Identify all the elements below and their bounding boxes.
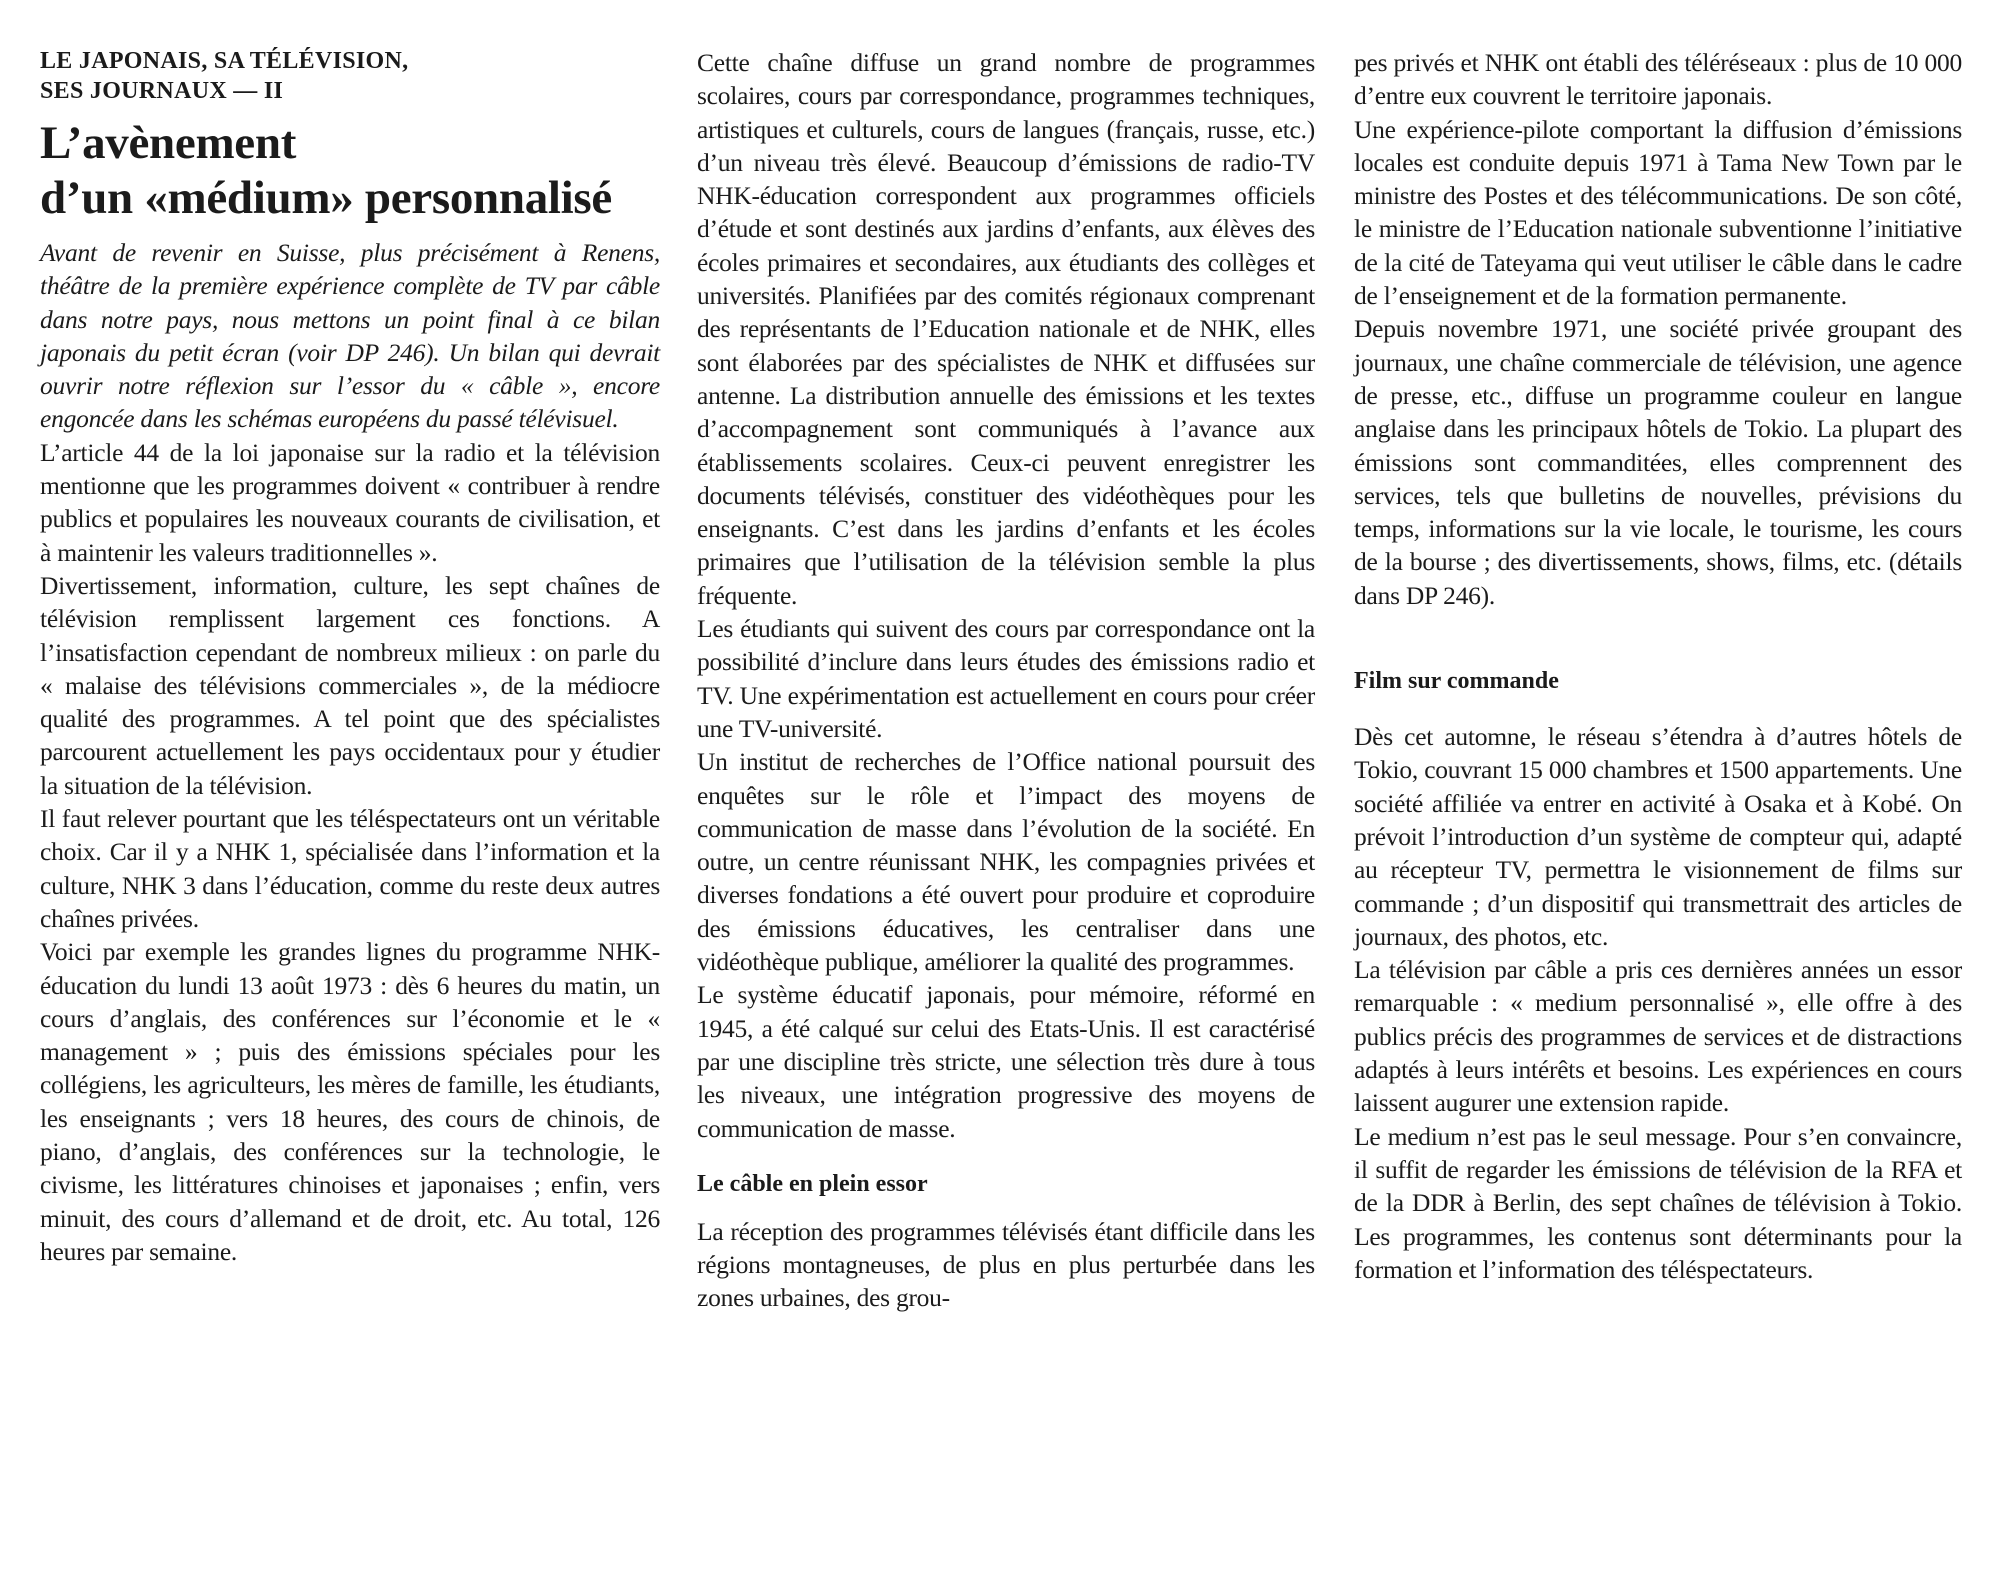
headline-line: L’avènement (40, 117, 297, 169)
column-3 (1354, 46, 1962, 1286)
paragraph: Les étudiants qui suivent des cours par correspondance ont la possibilité d’inclure dans leurs études des émissions radio et TV. Une expérimentation est actuellement en cours pour créer une TV-université. (697, 614, 1315, 743)
paragraph: La télévision par câble a pris ces dernières années un essor remarquable : « medium personnalisé », elle offre à des publics précis des programmes de services et de distractions adaptés à leurs intérêts et besoins. Les expériences en cours laissent augurer une extension rapide. (1354, 955, 1962, 1118)
paragraph: Le système éducatif japonais, pour mémoire, réformé en 1945, a été calqué sur celui des Etats-Unis. Il est caractérisé par une discipline très stricte, une sélection très dure à tous les niveaux, une intégration progressive des moyens de communication de masse. (697, 980, 1315, 1143)
series-kicker (40, 46, 660, 106)
section-gap (1354, 696, 1962, 720)
section-gap (697, 1145, 1315, 1169)
paragraph: pes privés et NHK ont établi des téléréseaux : plus de 10 000 d’entre eux couvrent le territoire japonais. (1354, 48, 1962, 111)
subheading-cable: Le câble en plein essor (697, 1170, 928, 1197)
paragraph: Divertissement, information, culture, les sept chaînes de télévision remplissent largement ces fonctions. A l’insatisfaction cependant de nombreux milieux : on parle du « malaise des télévisions commerciales », de la médiocre qualité des programmes. A tel point que des spécialistes parcourent actuellement les pays occidentaux pour y étudier la situation de la télévision. (40, 570, 660, 800)
paragraph: Le medium n’est pas le seul message. Pour s’en convaincre, il suffit de regarder les émissions de télévision de la RFA et de la DDR à Berlin, des sept chaînes de télévision à Tokio. Les programmes, les contenus sont déterminants pour la formation et l’information des téléspectateurs. (1354, 1121, 1962, 1284)
article-intro: Avant de revenir en Suisse, plus précisément à Renens, théâtre de la première expérience complète de TV par câble dans notre pays, nous mettons un point final à ce bilan japonais du petit écran (voir DP 246). Un bilan qui devrait ouvrir notre réflexion sur l’essor du « câble », encore engoncée dans les schémas européens du passé télévisuel. (40, 238, 660, 434)
kicker-line: SES JOURNAUX — II (40, 78, 284, 104)
section-gap (1354, 612, 1962, 666)
paragraph: Un institut de recherches de l’Office national poursuit des enquêtes sur le rôle et l’impact des moyens de communication de masse dans l’évolution de la société. En outre, un centre réunissant NHK, les compagnies privées et diverses fondations a été ouvert pour produire et coproduire des émissions éducatives, les centraliser dans une vidéothèque publique, améliorer la qualité des programmes. (697, 747, 1315, 977)
paragraph: Dès cet automne, le réseau s’étendra à d’autres hôtels de Tokio, couvrant 15 000 chambres et 1500 appartements. Une société affiliée va entrer en activité à Osaka et à Kobé. On prévoit l’introduction d’un système de compteur qui, adapté au récepteur TV, permettra le visionnement de films sur commande ; d’un dispositif qui transmettrait des articles de journaux, des photos, etc. (1354, 722, 1962, 951)
article-headline (40, 116, 660, 226)
paragraph: L’article 44 de la loi japonaise sur la radio et la télévision mentionne que les programmes doivent « contribuer à rendre publics et populaires les nouveaux courants de civilisation, et à maintenir les valeurs traditionnelles ». (40, 437, 660, 567)
paragraph: La réception des programmes télévisés étant difficile dans les régions montagneuses, de plus en plus perturbée dans les zones urbaines, des grou- (697, 1216, 1315, 1313)
paragraph: Il faut relever pourtant que les téléspectateurs ont un véritable choix. Car il y a NHK 1, spécialisée dans l’information et la culture, NHK 3 dans l’éducation, comme du reste deux autres chaînes privées. (40, 804, 660, 933)
section-gap (697, 1199, 1315, 1215)
kicker-line: LE JAPONAIS, SA TÉLÉVISION, (40, 48, 409, 74)
subheading-film: Film sur commande (1354, 668, 1559, 695)
paragraph: Depuis novembre 1971, une société privée groupant des journaux, une chaîne commerciale de télévision, une agence de presse, etc., diffuse un programme couleur en langue anglaise dans les principaux hôtels de Tokio. La plupart des émissions sont commanditées, elles comprennent des services, tels que bulletins de nouvelles, prévisions du temps, informations sur la vie locale, le tourisme, les cours de la bourse ; des divertissements, shows, films, etc. (détails dans DP 246). (1354, 314, 1962, 610)
paragraph: Cette chaîne diffuse un grand nombre de programmes scolaires, cours par correspondance, programmes techniques, artistiques et culturels, cours de langues (français, russe, etc.) d’un niveau très élevé. Beaucoup d’émissions de radio-TV NHK-éducation correspondent aux programmes officiels d’étude et sont destinés aux jardins d’enfants, aux élèves des écoles primaires et secondaires, aux étudiants des collèges et universités. Planifiées par des comités régionaux comprenant des représentants de l’Education nationale et de NHK, elles sont élaborées par des spécialistes de NHK et diffusées sur antenne. La distribution annuelle des émissions et les textes d’accompagnement sont communiqués à l’avance aux établissements scolaires. Ceux-ci peuvent enregistrer les documents télévisés, constituer des vidéothèques pour les enseignants. C’est dans les jardins d’enfants et les écoles primaires que l’utilisation de la télévision semble la plus fréquente. (697, 48, 1315, 610)
paragraph: Voici par exemple les grandes lignes du programme NHK-éducation du lundi 13 août 1973 : dès 6 heures du matin, un cours d’anglais, des conférences sur l’économie et le « management » ; puis des émissions spéciales pour les collégiens, les agriculteurs, les mères de famille, les étudiants, les enseignants ; vers 18 heures, des cours de chinois, de piano, d’anglais, des conférences sur la technologie, le civisme, les littératures chinoises et japonaises ; enfin, vers minuit, des cours d’allemand et de droit, etc. Au total, 126 heures par semaine. (40, 937, 660, 1266)
paragraph: Une expérience-pilote comportant la diffusion d’émissions locales est conduite depuis 1971 à Tama New Town par le ministre des Postes et des télécommunications. De son côté, le ministre de l’Education nationale subventionne l’initiative de la cité de Tateyama qui veut utiliser le câble dans le cadre de l’enseignement et de la formation permanente. (1354, 114, 1962, 311)
column-1 (40, 46, 660, 1268)
headline-line: d’un «médium» personnalisé (40, 172, 612, 224)
column-2 (697, 46, 1315, 1315)
